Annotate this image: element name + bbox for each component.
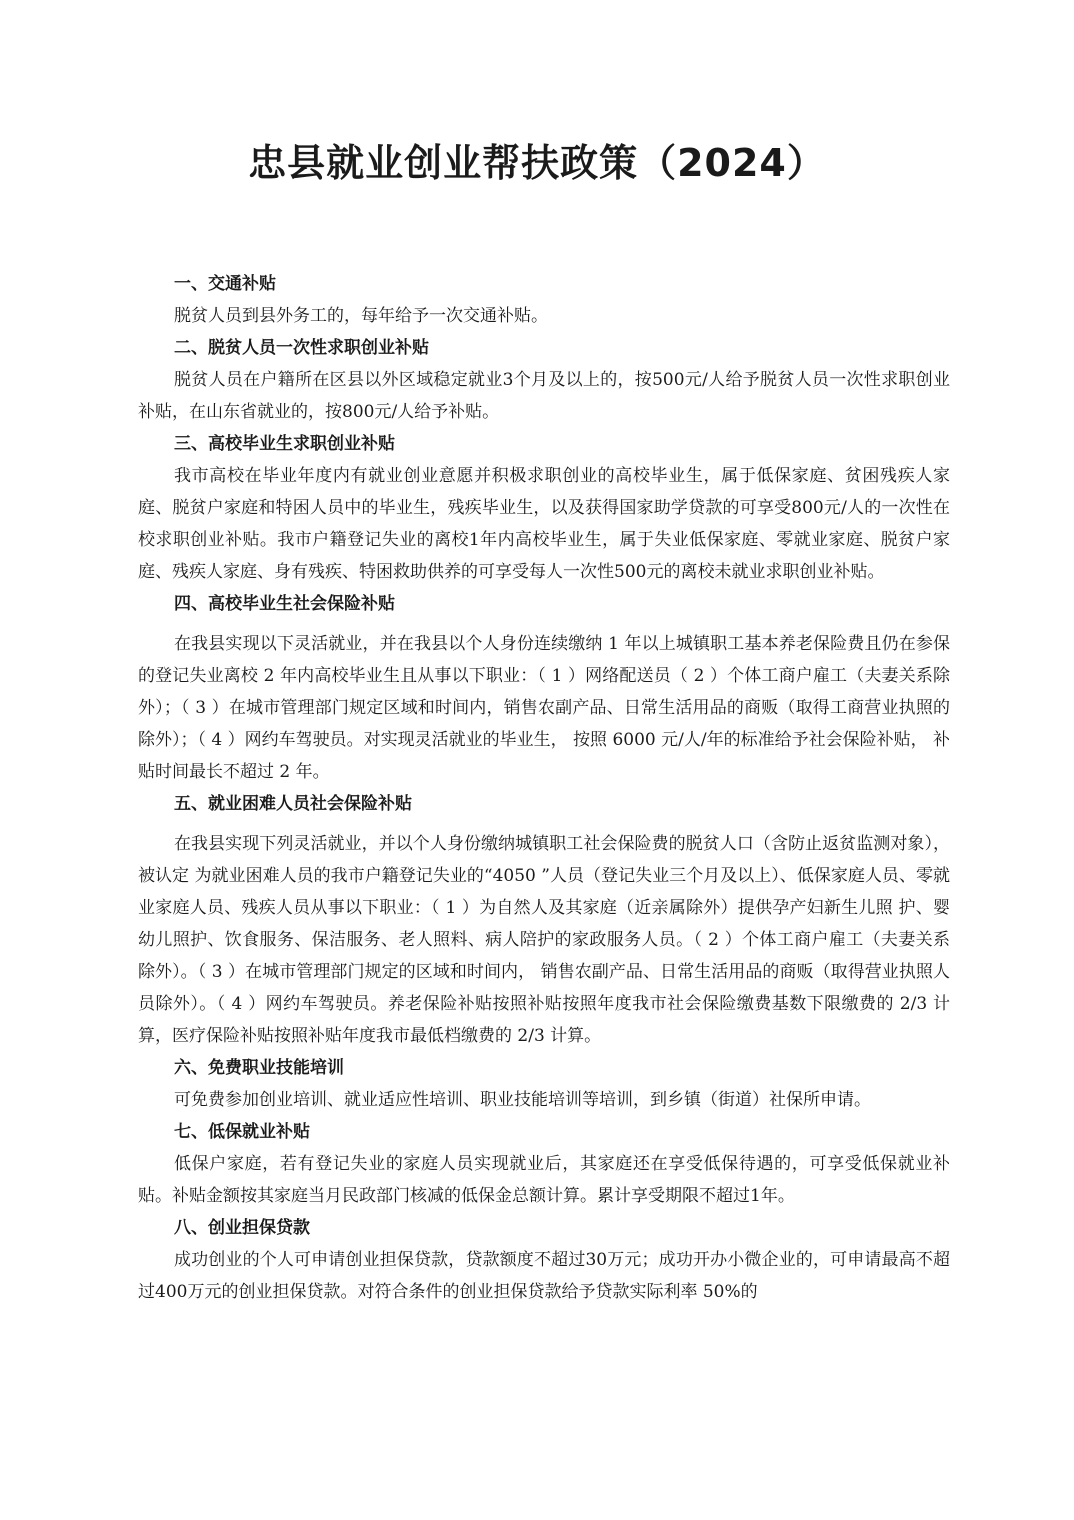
document-body — [138, 268, 950, 1308]
section-heading: 八、创业担保贷款 — [174, 1218, 310, 1238]
section-heading: 五、就业困难人员社会保险补贴 — [174, 794, 412, 814]
section-heading: 六、免费职业技能培训 — [174, 1058, 344, 1078]
section-paragraph: 我市高校在毕业年度内有就业创业意愿并积极求职创业的高校毕业生，属于低保家庭、贫困残疾人家庭、脱贫户家庭和特困人员中的毕业生，残疾毕业生，以及获得国家助学贷款的可享受800元/人的一次性在校求职创业补贴。我市户籍登记失业的离校1年内高校毕业生，属于失业低保家庭、零就业家庭、脱贫户家庭、残疾人家庭、身有残疾、特困救助供养的可享受每人一次性500元的离校未就业求职创业补贴。 — [138, 466, 950, 582]
section-heading: 七、低保就业补贴 — [174, 1122, 310, 1142]
section-paragraph: 在我县实现以下灵活就业，并在我县以个人身份连续缴纳 1 年以上城镇职工基本养老保险费且仍在参保的登记失业离校 2 年内高校毕业生且从事以下职业：（ 1 ）网络配送员（ 2 ）个体工商户雇工（夫妻关系除外）；（ 3 ）在城市管理部门规定区域和时间内，销售农副产品、日常生活用品的商贩（取得工商营业执照的除外）；（ 4 ）网约车驾驶员。对实现灵活就业的毕业生， 按照 6000 元/人/年的标准给予社会保险补贴， 补贴时间最长不超过 2 年。 — [138, 634, 950, 782]
section-7 — [138, 1116, 950, 1212]
section-1 — [138, 268, 950, 332]
section-8 — [138, 1212, 950, 1308]
section-3 — [138, 428, 950, 588]
section-heading: 二、脱贫人员一次性求职创业补贴 — [174, 338, 429, 358]
section-paragraph: 脱贫人员在户籍所在区县以外区域稳定就业3个月及以上的，按500元/人给予脱贫人员一次性求职创业补贴，在山东省就业的，按800元/人给予补贴。 — [138, 370, 950, 422]
section-4 — [138, 588, 950, 788]
section-paragraph: 在我县实现下列灵活就业，并以个人身份缴纳城镇职工社会保险费的脱贫人口（含防止返贫监测对象），被认定 为就业困难人员的我市户籍登记失业的“4050 ”人员（登记失业三个月及以上）、低保家庭人员、零就业家庭人员、残疾人员从事以下职业：（ 1 ）为自然人及其家庭（近亲属除外）提供孕产妇新生儿照 护、婴幼儿照护、饮食服务、保洁服务、老人照料、病人陪护的家政服务人员。（ 2 ）个体工商户雇工（夫妻关系除外）。（ 3 ）在城市管理部门规定的区域和时间内， 销售农副产品、日常生活用品的商贩（取得营业执照人员除外）。（ 4 ）网约车驾驶员。养老保险补贴按照补贴按照年度我市社会保险缴费基数下限缴费的 2/3 计算，医疗保险补贴按照补贴年度我市最低档缴费的 2/3 计算。 — [138, 834, 950, 1046]
section-6 — [138, 1052, 950, 1116]
section-5 — [138, 788, 950, 1052]
document-title: 忠县就业创业帮扶政策（2024） — [248, 141, 826, 185]
section-paragraph: 可免费参加创业培训、就业适应性培训、职业技能培训等培训，到乡镇（街道）社保所申请。 — [174, 1090, 871, 1110]
section-heading: 三、高校毕业生求职创业补贴 — [174, 434, 395, 454]
section-paragraph: 成功创业的个人可申请创业担保贷款，贷款额度不超过30万元；成功开办小微企业的，可申请最高不超过400万元的创业担保贷款。对符合条件的创业担保贷款给予贷款实际利率 50%的 — [138, 1250, 950, 1302]
section-paragraph: 低保户家庭，若有登记失业的家庭人员实现就业后，其家庭还在享受低保待遇的，可享受低保就业补贴。补贴金额按其家庭当月民政部门核减的低保金总额计算。累计享受期限不超过1年。 — [138, 1154, 950, 1206]
section-heading: 一、交通补贴 — [174, 274, 276, 294]
section-paragraph: 脱贫人员到县外务工的，每年给予一次交通补贴。 — [174, 306, 548, 326]
section-heading: 四、高校毕业生社会保险补贴 — [174, 594, 395, 614]
section-2 — [138, 332, 950, 428]
